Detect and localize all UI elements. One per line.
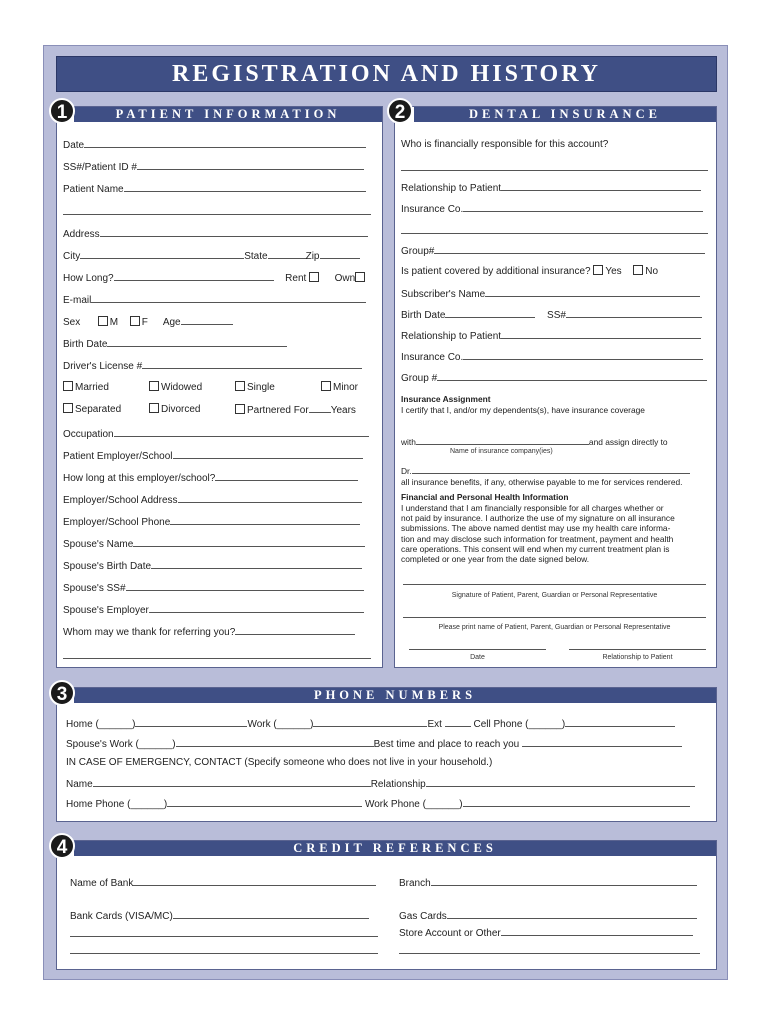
home-phone-label: Home (______)	[66, 719, 136, 730]
spouse-employer-field[interactable]	[149, 603, 364, 613]
employer-label: Patient Employer/School	[63, 451, 173, 462]
assignment-text: I certify that I, and/or my dependents(s), have insurance coverage	[401, 405, 645, 415]
section-title: PATIENT INFORMATION	[115, 107, 341, 121]
best-time-label: Best time and place to reach you	[373, 739, 520, 750]
birth-date-field[interactable]	[107, 337, 287, 347]
company-caption: Name of insurance company(ies)	[450, 448, 553, 455]
how-long-label: How Long?	[63, 273, 114, 284]
relationship-sign-field[interactable]	[569, 649, 706, 650]
insurance-co-field[interactable]	[463, 202, 703, 212]
spouse-ss-label: Spouse's SS#	[63, 583, 126, 594]
zip-field[interactable]	[320, 249, 360, 259]
financial-line: not paid by insurance. I authorize the use of my signature on all insurance	[401, 513, 675, 524]
email-label: E-mail	[63, 295, 92, 306]
spouse-name-label: Spouse's Name	[63, 539, 134, 550]
additional-yes-label: Yes	[605, 266, 622, 277]
spouse-birth-label: Spouse's Birth Date	[63, 561, 152, 572]
signature-field[interactable]	[403, 584, 706, 585]
relationship2-field[interactable]	[501, 329, 701, 339]
cell-phone-field[interactable]	[565, 717, 675, 727]
widowed-checkbox[interactable]	[149, 381, 159, 391]
state-label: State	[244, 251, 268, 262]
financial-line: tion and may disclose such information for treatment, payment and health	[401, 533, 674, 544]
additional-insurance-label: Is patient covered by additional insurance?	[401, 266, 591, 277]
responsible-field[interactable]	[401, 170, 708, 171]
date-field[interactable]	[84, 138, 366, 148]
relationship-label: Relationship to Patient	[401, 183, 502, 194]
divorced-checkbox[interactable]	[149, 403, 159, 413]
credit-references-header	[74, 841, 716, 856]
store-account-field[interactable]	[501, 926, 693, 936]
bank-field[interactable]	[133, 876, 376, 886]
emergency-work-field[interactable]	[463, 797, 690, 807]
partnered-checkbox[interactable]	[235, 404, 245, 414]
widowed-label: Widowed	[161, 382, 203, 393]
patient-information-header	[74, 107, 382, 122]
sub-ss-field[interactable]	[566, 308, 702, 318]
store-account-field-2[interactable]	[399, 953, 700, 954]
registration-form	[43, 45, 728, 980]
section-number-1: 1	[49, 98, 75, 124]
city-label: City	[63, 251, 81, 262]
financial-line: I understand that I am financially responsible for all charges whether or	[401, 503, 664, 513]
single-checkbox[interactable]	[235, 381, 245, 391]
sex-f-checkbox[interactable]	[130, 316, 140, 326]
age-label: Age	[162, 317, 181, 328]
city-field[interactable]	[80, 249, 244, 259]
patient-name-field-2[interactable]	[63, 214, 371, 215]
bank-cards-label: Bank Cards (VISA/MC)	[70, 911, 173, 922]
insurance-co2-label: Insurance Co.	[401, 352, 464, 363]
subscriber-field[interactable]	[485, 287, 700, 297]
store-account-label: Store Account or Other	[399, 928, 501, 939]
partnered-years-field[interactable]	[309, 403, 331, 413]
spouse-work-label: Spouse's Work (______)	[66, 739, 176, 750]
form-title: REGISTRATION AND HISTORY	[171, 60, 602, 87]
ss-label: SS#/Patient ID #	[63, 162, 137, 173]
relationship2-label: Relationship to Patient	[401, 331, 502, 342]
benefits-text: all insurance benefits, if any, otherwise payable to me for services rendered.	[401, 477, 683, 487]
sub-birth-date-label: Birth Date	[401, 310, 446, 321]
date-caption: Date	[470, 654, 485, 661]
emergency-name-label: Name	[66, 779, 93, 790]
spouse-work-field[interactable]	[176, 737, 374, 747]
relationship-caption: Relationship to Patient	[602, 654, 673, 661]
state-field[interactable]	[268, 249, 306, 259]
bank-cards-field[interactable]	[173, 909, 369, 919]
employer-address-label: Employer/School Address	[63, 495, 178, 506]
emergency-home-label: Home Phone (______)	[66, 799, 168, 810]
rent-checkbox[interactable]	[309, 272, 319, 282]
employer-field[interactable]	[173, 449, 363, 459]
date-label: Date	[63, 140, 85, 151]
with-label: with	[401, 437, 416, 447]
section-number-2: 2	[387, 98, 413, 124]
ext-label: Ext	[427, 719, 442, 730]
credit-references-panel	[56, 840, 717, 970]
zip-label: Zip	[305, 251, 320, 262]
financial-line: submissions. The above named dentist may use my health care informa-	[401, 523, 671, 534]
additional-no-checkbox[interactable]	[633, 265, 643, 275]
divorced-label: Divorced	[161, 404, 201, 415]
rent-label: Rent	[285, 273, 307, 284]
address-field[interactable]	[100, 227, 368, 237]
separated-label: Separated	[75, 404, 122, 415]
patient-name-field[interactable]	[124, 182, 366, 192]
home-phone-field[interactable]	[135, 717, 247, 727]
sex-f-label: F	[141, 317, 148, 328]
emergency-home-field[interactable]	[167, 797, 362, 807]
employer-address-field[interactable]	[178, 493, 362, 503]
married-label: Married	[75, 382, 109, 393]
work-phone-label: Work (______)	[247, 719, 314, 730]
group-field[interactable]	[434, 244, 705, 254]
patient-name-label: Patient Name	[63, 184, 124, 195]
gas-cards-label: Gas Cards	[399, 911, 447, 922]
email-field[interactable]	[91, 293, 366, 303]
branch-field[interactable]	[431, 876, 697, 886]
group2-label: Group #	[401, 373, 438, 384]
work-phone-field[interactable]	[313, 717, 427, 727]
bank-cards-field-2[interactable]	[70, 936, 378, 937]
referral-label: Whom may we thank for referring you?	[63, 627, 236, 638]
how-long-employer-field[interactable]	[215, 471, 358, 481]
additional-yes-checkbox[interactable]	[593, 265, 603, 275]
group2-field[interactable]	[437, 371, 707, 381]
dr-label: Dr.	[401, 466, 412, 476]
years-label: Years	[330, 405, 356, 416]
branch-label: Branch	[399, 878, 431, 889]
referral-field[interactable]	[235, 625, 355, 635]
insurance-co-field-2[interactable]	[401, 233, 708, 234]
single-label: Single	[247, 382, 275, 393]
form-title-bar	[56, 56, 717, 92]
financial-line: completed or one year from the date signed below.	[401, 554, 590, 565]
emergency-relationship-field[interactable]	[426, 777, 695, 787]
gas-cards-field[interactable]	[447, 909, 697, 919]
how-long-field[interactable]	[114, 271, 274, 281]
occupation-field[interactable]	[114, 427, 369, 437]
spouse-employer-label: Spouse's Employer	[63, 605, 149, 616]
financial-line: care operations. This consent will end when my current treatment plan is	[401, 543, 670, 554]
birth-date-label: Birth Date	[63, 339, 108, 350]
separated-checkbox[interactable]	[63, 403, 73, 413]
own-label: Own	[334, 273, 356, 284]
emergency-name-field[interactable]	[93, 777, 371, 787]
referral-field-2[interactable]	[63, 658, 371, 659]
sex-label: Sex	[63, 317, 81, 328]
emergency-relationship-label: Relationship	[370, 779, 426, 790]
insurance-co2-field[interactable]	[463, 350, 703, 360]
insurance-co-label: Insurance Co.	[401, 204, 464, 215]
sub-ss-label: SS#	[547, 310, 566, 321]
age-field[interactable]	[181, 315, 233, 325]
address-label: Address	[63, 229, 100, 240]
drivers-license-field[interactable]	[142, 359, 362, 369]
minor-checkbox[interactable]	[321, 381, 331, 391]
assign-label: and assign directly to	[588, 437, 668, 447]
sex-m-checkbox[interactable]	[98, 316, 108, 326]
ext-field[interactable]	[445, 717, 471, 727]
sub-birth-date-field[interactable]	[445, 308, 535, 318]
subscriber-label: Subscriber's Name	[401, 289, 486, 300]
assignment-title: Insurance Assignment	[401, 394, 491, 404]
dental-insurance-header	[414, 107, 716, 122]
partnered-label: Partnered For	[247, 405, 309, 416]
bank-label: Name of Bank	[70, 878, 134, 889]
group-label: Group#	[401, 246, 435, 257]
employer-phone-field[interactable]	[170, 515, 360, 525]
print-name-caption: Please print name of Patient, Parent, Guardian or Personal Representative	[438, 624, 671, 631]
minor-label: Minor	[333, 382, 359, 393]
section-title: CREDIT REFERENCES	[293, 841, 497, 855]
employer-phone-label: Employer/School Phone	[63, 517, 171, 528]
section-title: DENTAL INSURANCE	[469, 107, 661, 121]
dr-field[interactable]	[412, 464, 690, 474]
print-name-field[interactable]	[403, 617, 706, 618]
phone-numbers-header	[74, 688, 716, 703]
own-checkbox[interactable]	[355, 272, 365, 282]
emergency-label: IN CASE OF EMERGENCY, CONTACT (Specify someone who does not live in your household.)	[66, 757, 493, 768]
spouse-ss-field[interactable]	[126, 581, 364, 591]
cell-phone-label: Cell Phone (______)	[473, 719, 566, 730]
relationship-field[interactable]	[501, 181, 701, 191]
occupation-label: Occupation	[63, 429, 114, 440]
insurance-company-field[interactable]	[416, 435, 589, 445]
how-long-employer-label: How long at this employer/school?	[63, 473, 216, 484]
financial-text	[401, 503, 675, 564]
bank-cards-field-3[interactable]	[70, 953, 378, 954]
married-checkbox[interactable]	[63, 381, 73, 391]
section-title: PHONE NUMBERS	[313, 688, 477, 702]
financial-title: Financial and Personal Health Information	[401, 492, 569, 502]
spouse-birth-field[interactable]	[151, 559, 362, 569]
responsible-label: Who is financially responsible for this account?	[401, 139, 609, 150]
drivers-license-label: Driver's License #	[63, 361, 143, 372]
section-number-4: 4	[49, 833, 75, 859]
section-number-3: 3	[49, 680, 75, 706]
best-time-field[interactable]	[522, 737, 682, 747]
additional-no-label: No	[645, 266, 659, 277]
date-sign-field[interactable]	[409, 649, 546, 650]
spouse-name-field[interactable]	[133, 537, 365, 547]
sex-m-label: M	[109, 317, 119, 328]
ss-field[interactable]	[137, 160, 364, 170]
signature-caption: Signature of Patient, Parent, Guardian or Personal Representative	[451, 592, 658, 599]
emergency-work-label: Work Phone (______)	[364, 799, 463, 810]
